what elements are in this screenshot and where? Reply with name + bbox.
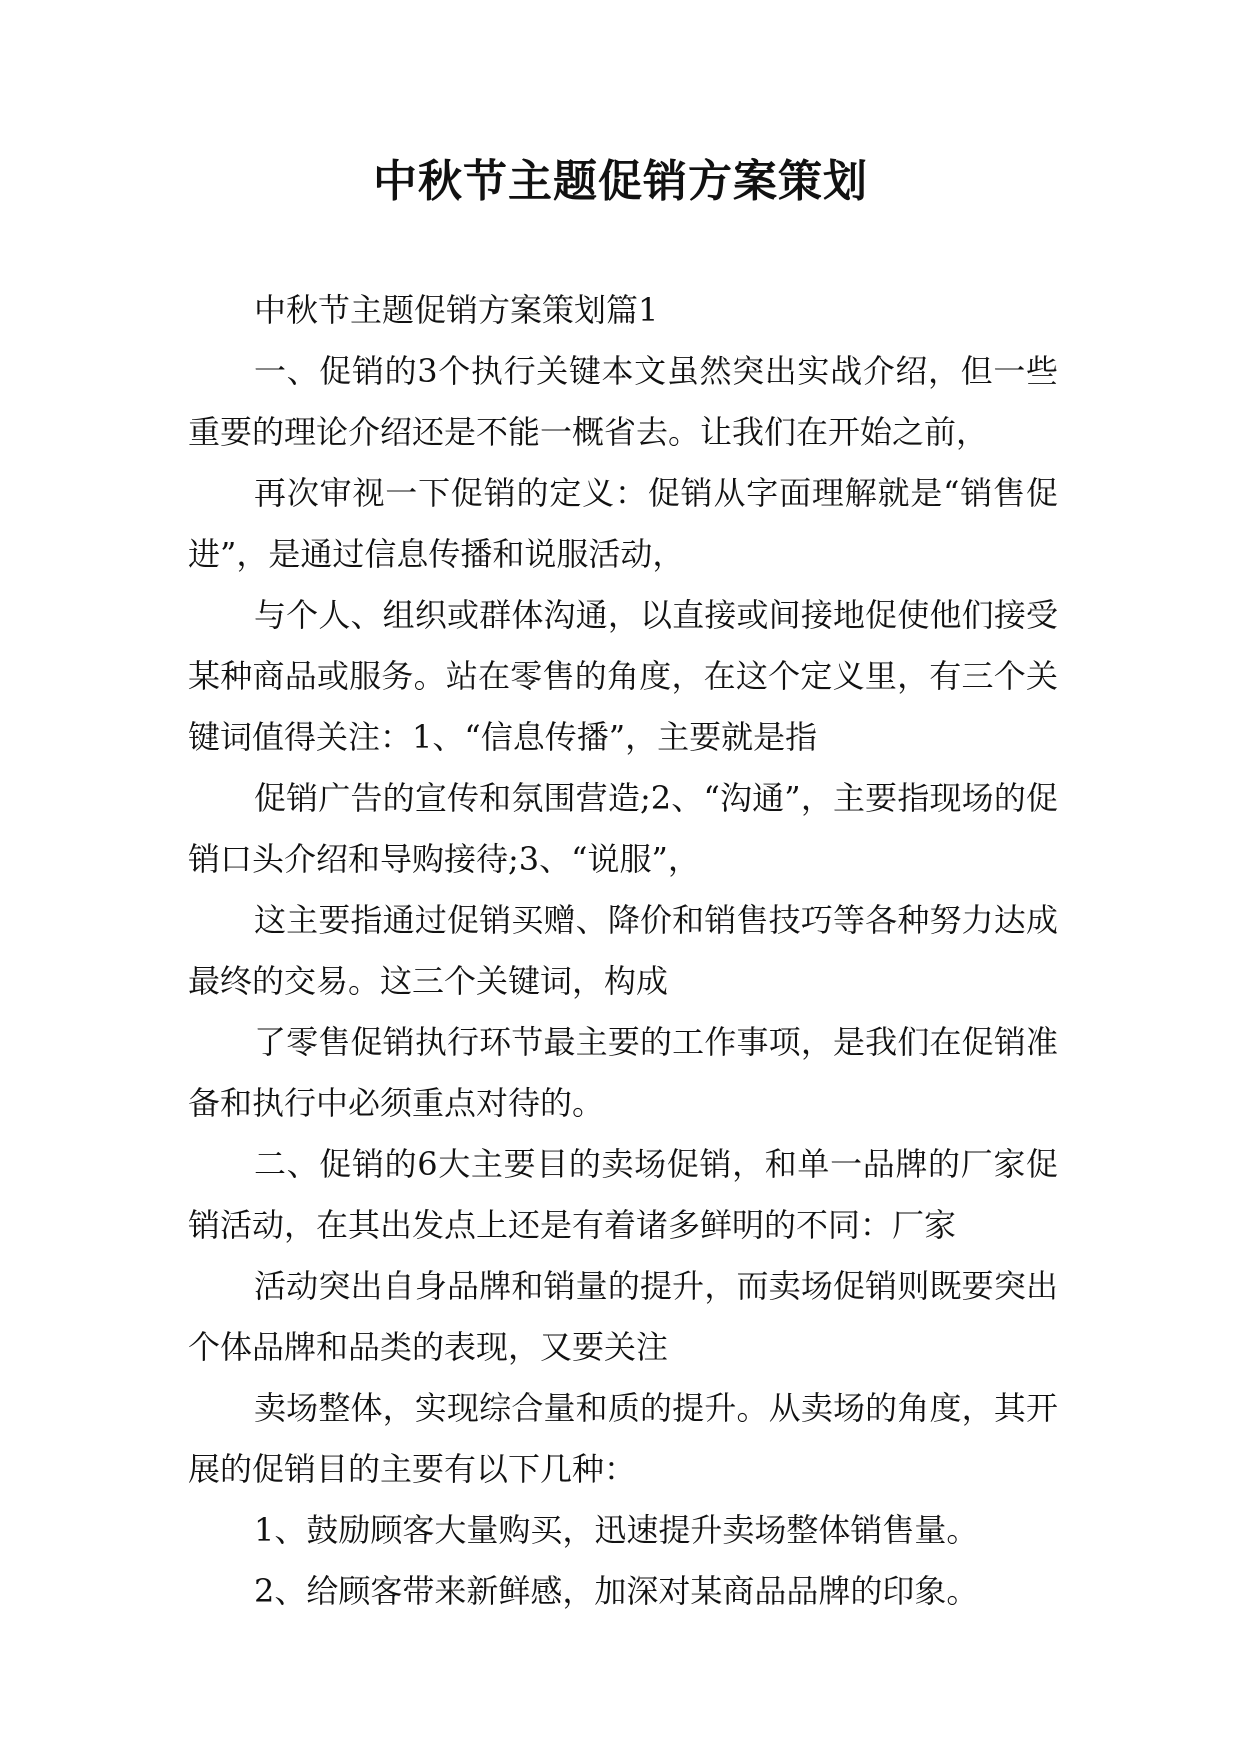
document-title: 中秋节主题促销方案策划 [373,156,868,207]
paragraph: 促销广告的宣传和氛围营造;2、“沟通”，主要指现场的促销口头介绍和导购接待;3、“说服”， [188,779,1058,878]
paragraph: 卖场整体，实现综合量和质的提升。从卖场的角度，其开展的促销目的主要有以下几种： [188,1389,1058,1488]
paragraph: 这主要指通过促销买赠、降价和销售技巧等各种努力达成最终的交易。这三个关键词，构成 [188,901,1058,1000]
paragraph: 二、促销的6大主要目的卖场促销，和单一品牌的厂家促销活动，在其出发点上还是有着诸多鲜明的不同：厂家 [188,1145,1058,1244]
document-body [188,280,1058,1622]
paragraph: 一、促销的3个执行关键本文虽然突出实战介绍，但一些重要的理论介绍还是不能一概省去。让我们在开始之前， [188,352,1058,451]
paragraph: 与个人、组织或群体沟通，以直接或间接地促使他们接受某种商品或服务。站在零售的角度，在这个定义里，有三个关键词值得关注：1、“信息传播”，主要就是指 [188,596,1058,756]
paragraph: 再次审视一下促销的定义：促销从字面理解就是“销售促进”，是通过信息传播和说服活动， [188,474,1058,573]
paragraph: 活动突出自身品牌和销量的提升，而卖场促销则既要突出个体品牌和品类的表现，又要关注 [188,1267,1058,1366]
list-item: 2、给顾客带来新鲜感，加深对某商品品牌的印象。 [254,1572,979,1610]
paragraph-section-heading: 中秋节主题促销方案策划篇1 [254,291,659,329]
list-item: 1、鼓励顾客大量购买，迅速提升卖场整体销售量。 [254,1511,979,1549]
paragraph: 了零售促销执行环节最主要的工作事项，是我们在促销准备和执行中必须重点对待的。 [188,1023,1058,1122]
